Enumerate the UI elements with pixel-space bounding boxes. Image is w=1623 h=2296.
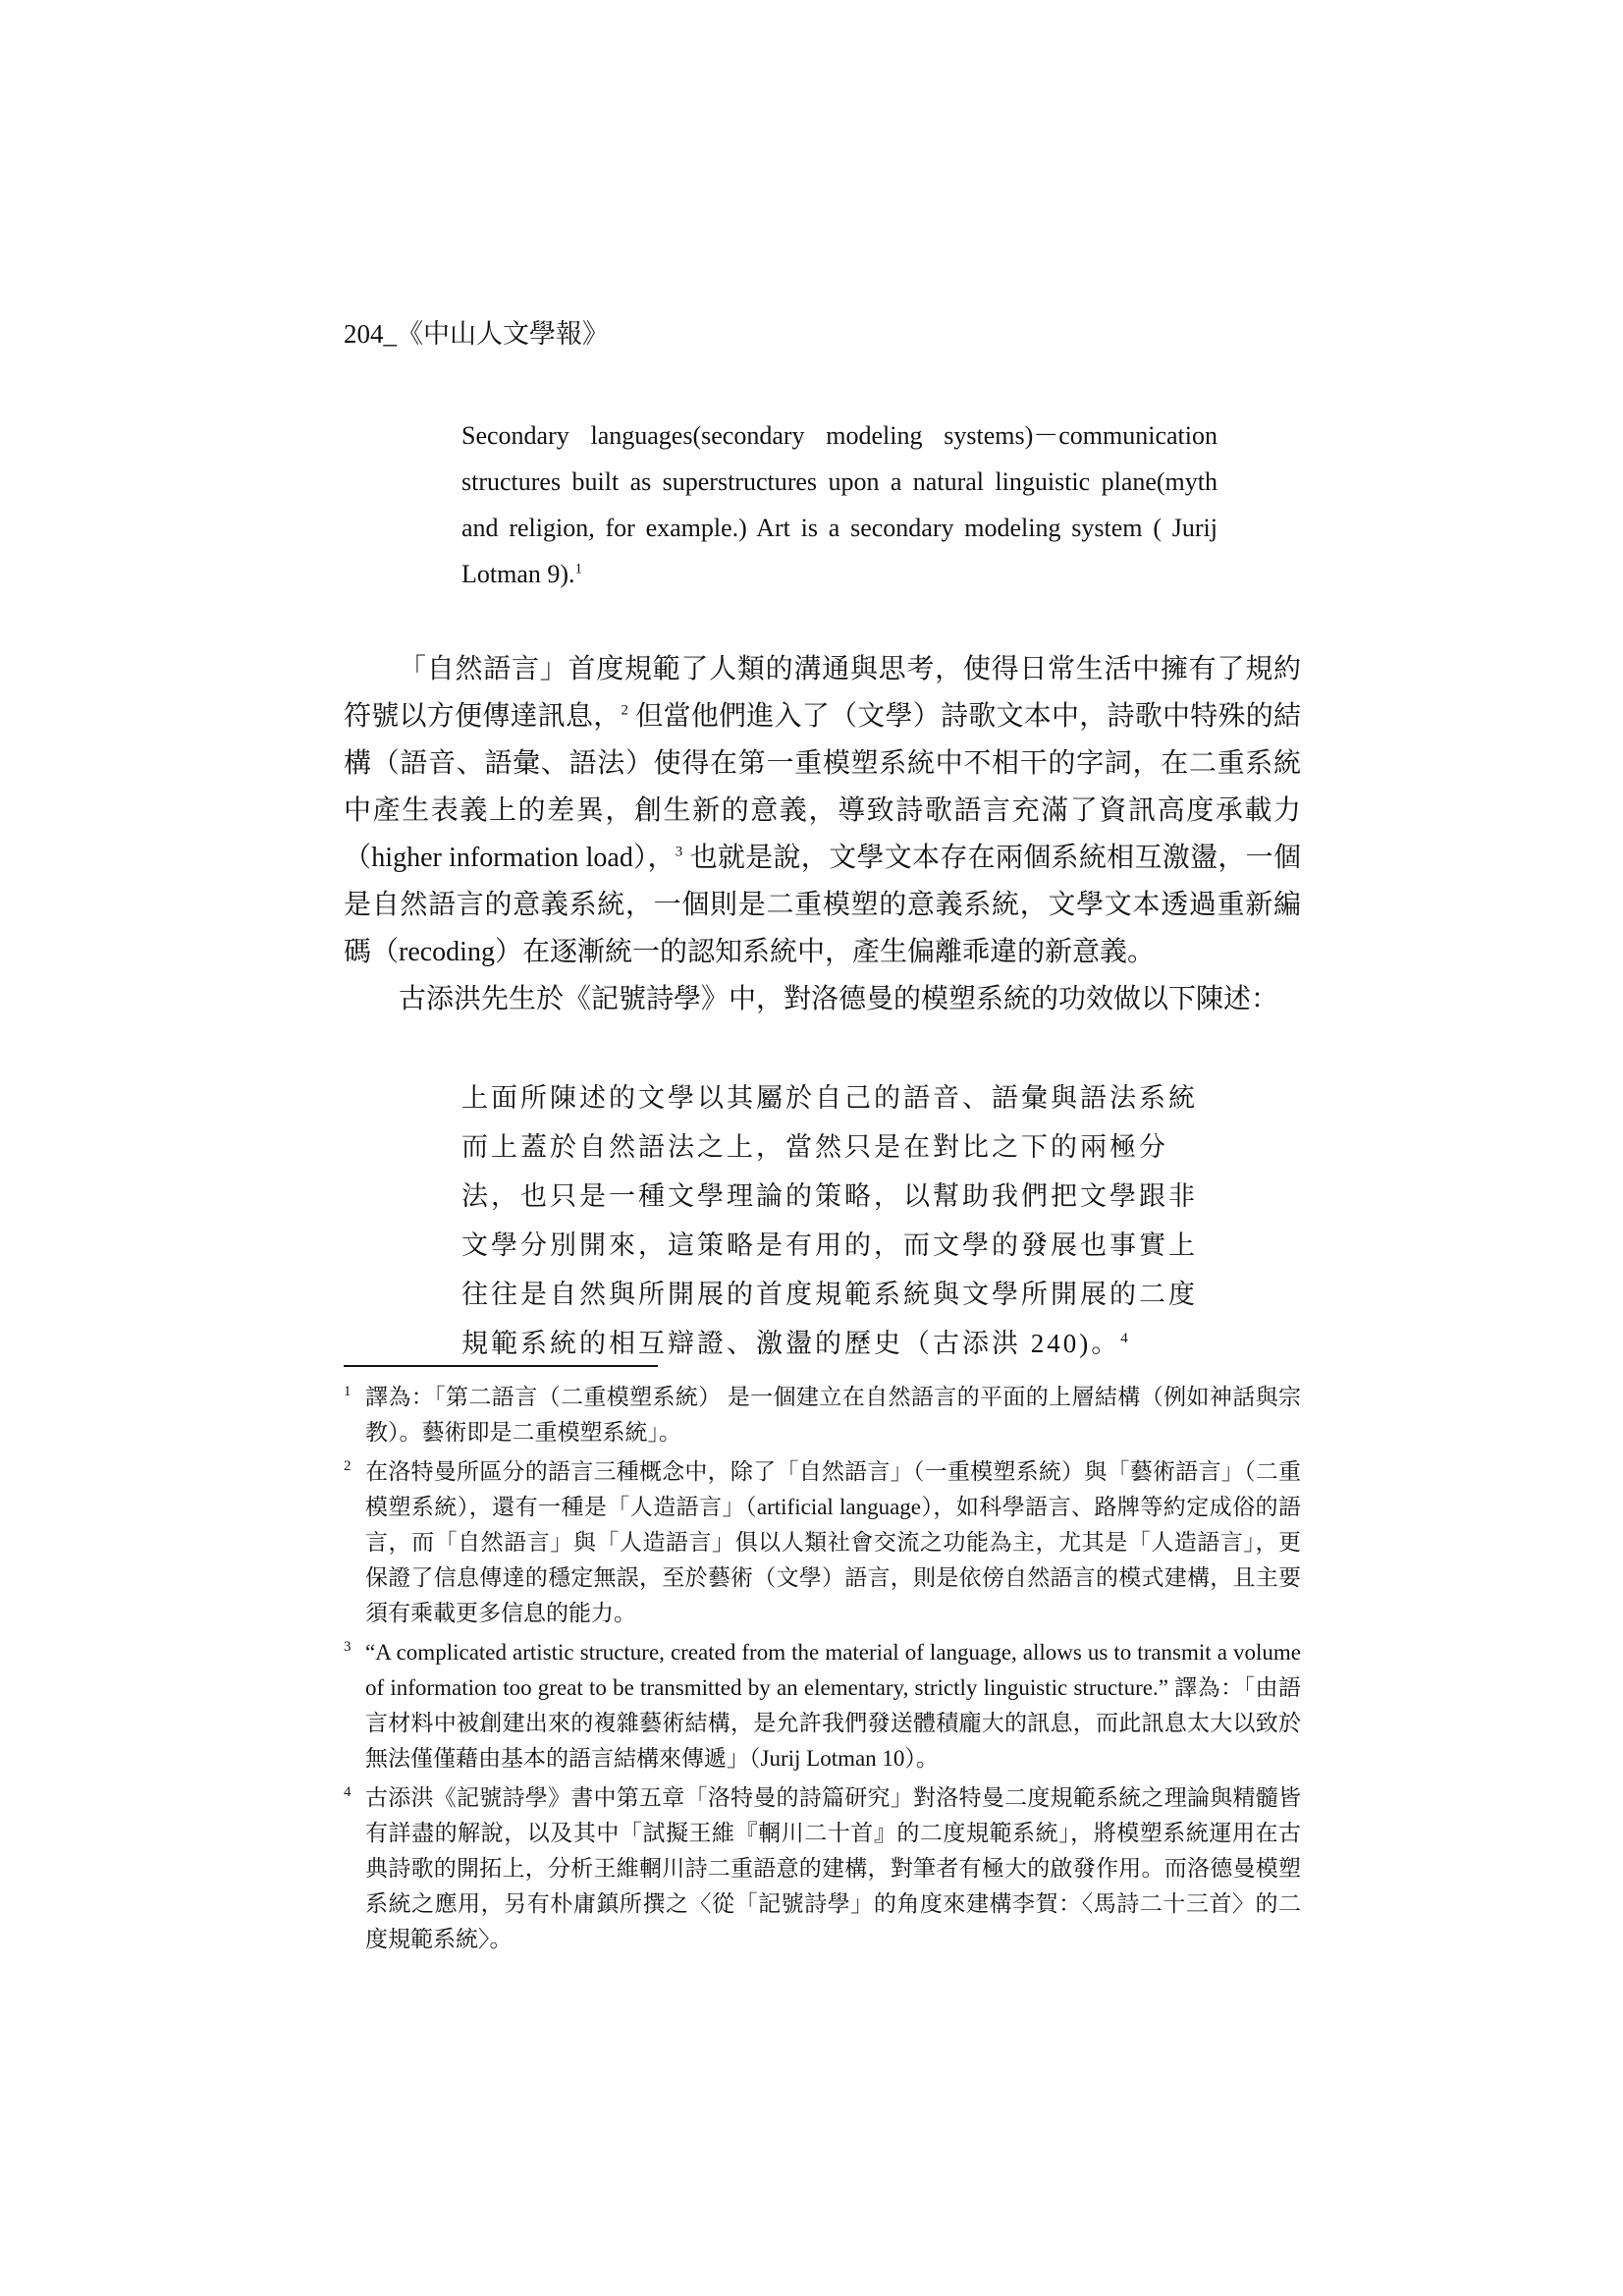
footnote-text: “A complicated artistic structure, created from the material of language, allows us to transmit a volume of information too great to be transmitted by an elementary, strictly linguistic structure.” 譯為：「由語言材料中被創建出來的複雜藝術結構，是允許我們發送體積龐大的訊息，而此訊息太大以致於無法僅僅藉由基本的語言結構來傳遞」（Jurij Lotman 10）。: [365, 1640, 1301, 1771]
chinese-block-quote: [461, 1073, 1217, 1368]
footnote-2: [344, 1454, 1301, 1631]
footnote-text: 譯為：「第二語言（二重模塑系統） 是一個建立在自然語言的平面的上層結構（例如神話與宗教）。藝術即是二重模塑系統」。: [365, 1385, 1301, 1445]
english-block-quote: [461, 412, 1217, 597]
footnote-4: [344, 1780, 1301, 1957]
chinese-quote-text: 上面所陳述的文學以其屬於自己的語音、語彙與語法系統而上蓋於自然語法之上，當然只是在對比之下的兩極分法，也只是一種文學理論的策略，以幫助我們把文學跟非文學分別開來，這策略是有用的，而文學的發展也事實上往往是自然與所開展的首度規範系統與文學所開展的二度規範系統的相互辯證、激盪的歷史（古添洪 240)。: [461, 1083, 1198, 1358]
english-quote-text: Secondary languages(secondary modeling systems)－communication structures built as superstructures upon a natural linguistic plane(myth and religion, for example.) Art is a secondary modeling system ( Jurij Lotman 9).: [461, 421, 1217, 588]
footnote-mark: 3: [344, 1639, 352, 1655]
footnote-mark: 2: [344, 1458, 352, 1474]
paragraph-1-part-c: 也就是說，文學文本存在兩個系統相互激盪，一個是自然語言的意義系統，一個則是二重模塑的意義系統，文學文本透過重新編碼（recoding）在逐漸統一的認知系統中，產生偏離乖違的新意義。: [344, 843, 1301, 967]
paragraph-1-part-b: 但當他們進入了（文學）詩歌文本中，詩歌中特殊的結構（語音、語彙、語法）使得在第一重模塑系統中不相干的字詞，在二重系統中產生表義上的差異，創生新的意義，導致詩歌語言充滿了資訊高度承載力（higher information load），: [344, 701, 1301, 873]
footnote-ref-2[interactable]: 2: [621, 702, 628, 719]
paragraph-2: 古添洪先生於《記號詩學》中，對洛德曼的模塑系統的功效做以下陳述：: [399, 984, 1279, 1014]
footnote-mark: 1: [344, 1384, 352, 1399]
paragraph-1: [344, 646, 1301, 976]
footnote-ref-4[interactable]: 4: [1120, 1331, 1131, 1346]
footnote-mark: 4: [344, 1784, 352, 1800]
running-header: 204_《中山人文學報》: [344, 319, 609, 349]
footnote-ref-1[interactable]: 1: [574, 561, 583, 577]
footnote-3: [344, 1635, 1301, 1777]
footnote-separator: [344, 1365, 658, 1367]
footnote-1: [344, 1380, 1301, 1450]
paragraph-1-part-a: 「自然語言」首度規範了人類的溝通與思考，使得日常生活中擁有了規約符號以方便傳達訊息，: [344, 654, 1301, 732]
footnote-text: 古添洪《記號詩學》書中第五章「洛特曼的詩篇研究」對洛特曼二度規範系統之理論與精髓皆有詳盡的解說，以及其中「試擬王維『輞川二十首』的二度規範系統」，將模塑系統運用在古典詩歌的開拓上，分析王維輞川詩二重語意的建構，對筆者有極大的啟發作用。而洛德曼模塑系統之應用，另有朴庸鎮所撰之〈從「記號詩學」的角度來建構李賀：〈馬詩二十三首〉的二度規範系統〉。: [365, 1785, 1301, 1951]
footnote-text: 在洛特曼所區分的語言三種概念中，除了「自然語言」（一重模塑系統）與「藝術語言」（二重模塑系統），還有一種是「人造語言」（artificial language），如科學語言、路牌等約定成俗的語言，而「自然語言」與「人造語言」俱以人類社會交流之功能為主，尤其是「人造語言」，更保證了信息傳達的穩定無誤，至於藝術（文學）語言，則是依傍自然語言的模式建構，且主要須有乘載更多信息的能力。: [365, 1459, 1301, 1625]
footnotes: [344, 1380, 1301, 1961]
body-text: [344, 646, 1301, 1023]
footnote-ref-3[interactable]: 3: [675, 844, 683, 860]
